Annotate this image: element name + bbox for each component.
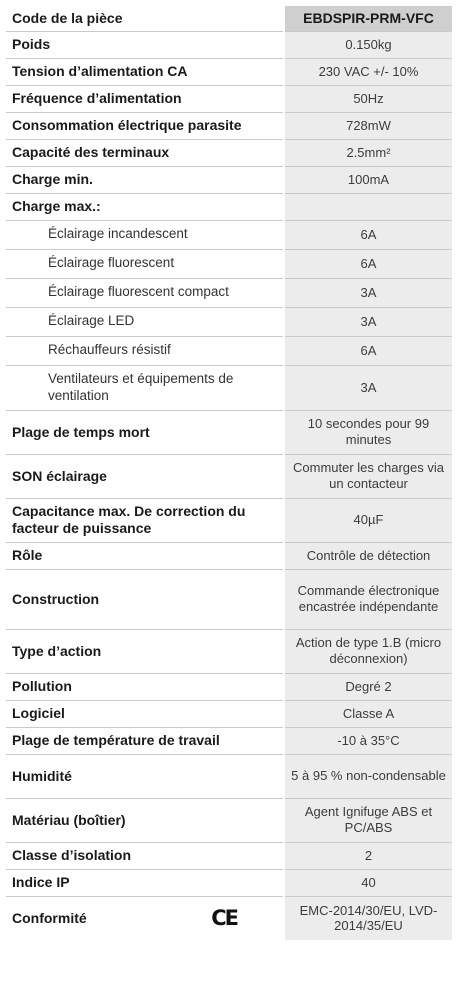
spec-label: Charge min. bbox=[6, 166, 284, 193]
max-load-item-label: Ventilateurs et équipements de ventilation bbox=[6, 365, 284, 410]
spec-value: 5 à 95 % non-condensable bbox=[284, 754, 452, 798]
max-load-item-value: 6A bbox=[284, 336, 452, 365]
spec-row bbox=[6, 569, 452, 629]
part-code-label: Code de la pièce bbox=[6, 6, 284, 31]
spec-row bbox=[6, 498, 452, 542]
ce-mark-icon: CE bbox=[211, 905, 237, 930]
max-load-item-label: Éclairage fluorescent bbox=[6, 249, 284, 278]
max-load-item-label: Éclairage LED bbox=[6, 307, 284, 336]
spec-value: 2.5mm² bbox=[284, 139, 452, 166]
spec-value: -10 à 35°C bbox=[284, 727, 452, 754]
compliance-wrap bbox=[12, 906, 277, 931]
max-load-row bbox=[6, 220, 452, 249]
compliance-value: EMC-2014/30/EU, LVD-2014/35/EU bbox=[284, 896, 452, 940]
spec-label: Capacitance max. De correction du facteur de puissance bbox=[6, 498, 284, 542]
spec-value: 0.150kg bbox=[284, 31, 452, 58]
max-load-row bbox=[6, 365, 452, 410]
spec-label: Fréquence d’alimentation bbox=[6, 85, 284, 112]
spec-value: Commuter les charges via un contacteur bbox=[284, 454, 452, 498]
spec-label: Tension d’alimentation CA bbox=[6, 58, 284, 85]
max-load-empty-cell bbox=[284, 193, 452, 220]
spec-row bbox=[6, 798, 452, 842]
spec-row bbox=[6, 410, 452, 454]
spec-row bbox=[6, 629, 452, 673]
spec-row bbox=[6, 85, 452, 112]
spec-table bbox=[6, 6, 452, 940]
max-load-item-value: 6A bbox=[284, 220, 452, 249]
spec-row bbox=[6, 700, 452, 727]
header-row bbox=[6, 6, 452, 31]
compliance-label: Conformité bbox=[12, 909, 87, 926]
spec-row bbox=[6, 842, 452, 869]
compliance-row bbox=[6, 896, 452, 940]
spec-row bbox=[6, 139, 452, 166]
max-load-item-value: 6A bbox=[284, 249, 452, 278]
max-load-row bbox=[6, 336, 452, 365]
spec-value: Classe A bbox=[284, 700, 452, 727]
spec-value: 10 secondes pour 99 minutes bbox=[284, 410, 452, 454]
spec-label: Humidité bbox=[6, 754, 284, 798]
spec-row bbox=[6, 31, 452, 58]
spec-value: 2 bbox=[284, 842, 452, 869]
spec-row bbox=[6, 727, 452, 754]
spec-value: Contrôle de détection bbox=[284, 542, 452, 569]
max-load-row bbox=[6, 278, 452, 307]
spec-label: Capacité des terminaux bbox=[6, 139, 284, 166]
spec-value: Agent Ignifuge ABS et PC/ABS bbox=[284, 798, 452, 842]
max-load-item-value: 3A bbox=[284, 365, 452, 410]
spec-value: 40µF bbox=[284, 498, 452, 542]
spec-label: Pollution bbox=[6, 673, 284, 700]
spec-row bbox=[6, 754, 452, 798]
spec-row bbox=[6, 869, 452, 896]
spec-value: 100mA bbox=[284, 166, 452, 193]
spec-label: Consommation électrique parasite bbox=[6, 112, 284, 139]
spec-value: Degré 2 bbox=[284, 673, 452, 700]
spec-label: Construction bbox=[6, 569, 284, 629]
spec-value: Action de type 1.B (micro déconnexion) bbox=[284, 629, 452, 673]
spec-label: Poids bbox=[6, 31, 284, 58]
max-load-group-row bbox=[6, 193, 452, 220]
spec-value: Commande électronique encastrée indépendante bbox=[284, 569, 452, 629]
spec-label: Rôle bbox=[6, 542, 284, 569]
max-load-item-label: Réchauffeurs résistif bbox=[6, 336, 284, 365]
spec-value: 40 bbox=[284, 869, 452, 896]
max-load-item-value: 3A bbox=[284, 307, 452, 336]
max-load-row bbox=[6, 249, 452, 278]
spec-label: Type d’action bbox=[6, 629, 284, 673]
max-load-item-value: 3A bbox=[284, 278, 452, 307]
compliance-cell bbox=[6, 896, 284, 940]
spec-row bbox=[6, 58, 452, 85]
max-load-item-label: Éclairage incandescent bbox=[6, 220, 284, 249]
max-load-item-label: Éclairage fluorescent compact bbox=[6, 278, 284, 307]
spec-value: 728mW bbox=[284, 112, 452, 139]
spec-label: Matériau (boîtier) bbox=[6, 798, 284, 842]
spec-row bbox=[6, 542, 452, 569]
part-code-value: EBDSPIR-PRM-VFC bbox=[284, 6, 452, 31]
spec-label: Classe d’isolation bbox=[6, 842, 284, 869]
spec-value: 50Hz bbox=[284, 85, 452, 112]
spec-label: SON éclairage bbox=[6, 454, 284, 498]
spec-table-body bbox=[6, 6, 452, 940]
spec-row bbox=[6, 166, 452, 193]
spec-label: Logiciel bbox=[6, 700, 284, 727]
spec-row bbox=[6, 454, 452, 498]
spec-label: Plage de temps mort bbox=[6, 410, 284, 454]
spec-label: Indice IP bbox=[6, 869, 284, 896]
max-load-row bbox=[6, 307, 452, 336]
spec-row bbox=[6, 673, 452, 700]
spec-label: Plage de température de travail bbox=[6, 727, 284, 754]
spec-row bbox=[6, 112, 452, 139]
max-load-label: Charge max.: bbox=[6, 193, 284, 220]
spec-value: 230 VAC +/- 10% bbox=[284, 58, 452, 85]
